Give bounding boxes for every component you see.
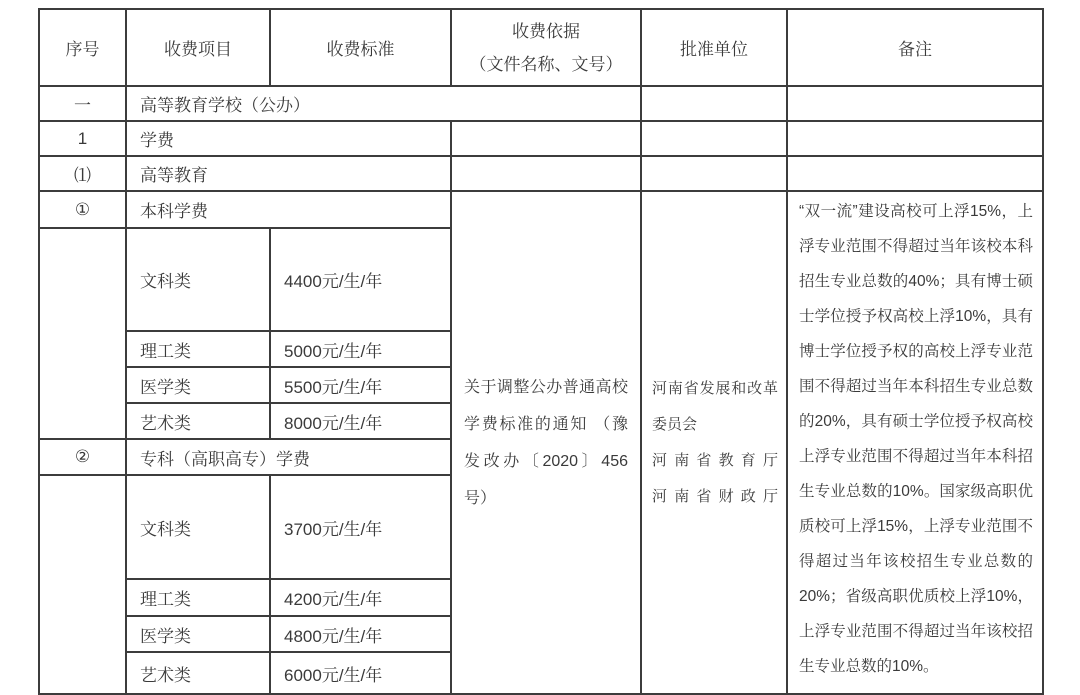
fee-table bbox=[38, 8, 1044, 695]
empty-approver-cell bbox=[641, 121, 787, 156]
category-label: 艺术类 bbox=[126, 652, 270, 694]
section-label: 高等教育学校（公办） bbox=[126, 86, 641, 121]
standard-value: 5000元/生/年 bbox=[270, 331, 451, 367]
approver-line: 河南省财政厅 bbox=[652, 487, 778, 505]
remarks-text: “双一流”建设高校可上浮15%，上浮专业范围不得超过当年该校本科招生专业总数的40%；具有博士硕士学位授予权高校上浮10%，具有博士学位授予权的高校上浮专业范围不得超过当年本科招生专业总数的20%，具有硕士学位授予权高校上浮专业范围不得超过当年本科招生专业总数的10%。国家级高职优质校可上浮15%，上浮专业范围不得超过当年该校招生专业总数的20%；省级高职优质校上浮10%，上浮专业范围不得超过当年该校招生专业总数的10%。 bbox=[787, 191, 1043, 694]
table-header-row bbox=[39, 9, 1043, 86]
category-label: 医学类 bbox=[126, 367, 270, 403]
standard-value: 5500元/生/年 bbox=[270, 367, 451, 403]
higher-ed-label: 高等教育 bbox=[126, 156, 451, 191]
undergrad-row bbox=[39, 191, 1043, 228]
empty-remarks-cell bbox=[787, 156, 1043, 191]
approver-unit bbox=[641, 191, 787, 694]
fee-serial: 1 bbox=[39, 121, 126, 156]
col-header-serial: 序号 bbox=[39, 9, 126, 86]
category-label: 文科类 bbox=[126, 228, 270, 331]
category-label: 医学类 bbox=[126, 616, 270, 652]
college-label: 专科（高职高专）学费 bbox=[126, 439, 451, 475]
col-header-basis-line1: 收费依据 bbox=[512, 21, 580, 41]
fee-label: 学费 bbox=[126, 121, 451, 156]
undergrad-label: 本科学费 bbox=[126, 191, 451, 228]
empty-approver-cell bbox=[641, 156, 787, 191]
section-serial: 一 bbox=[39, 86, 126, 121]
col-header-remarks: 备注 bbox=[787, 9, 1043, 86]
standard-value: 6000元/生/年 bbox=[270, 652, 451, 694]
category-label: 理工类 bbox=[126, 331, 270, 367]
standard-value: 4800元/生/年 bbox=[270, 616, 451, 652]
standard-value: 4200元/生/年 bbox=[270, 579, 451, 616]
col-header-basis bbox=[451, 9, 641, 86]
col-header-approver: 批准单位 bbox=[641, 9, 787, 86]
approver-line: 河南省教育厅 bbox=[652, 451, 778, 469]
empty-approver-cell bbox=[641, 86, 787, 121]
standard-value: 4400元/生/年 bbox=[270, 228, 451, 331]
standard-value: 3700元/生/年 bbox=[270, 475, 451, 579]
empty-basis-cell bbox=[451, 156, 641, 191]
fee-row bbox=[39, 121, 1043, 156]
category-label: 理工类 bbox=[126, 579, 270, 616]
empty-remarks-cell bbox=[787, 121, 1043, 156]
empty-remarks-cell bbox=[787, 86, 1043, 121]
empty-basis-cell bbox=[451, 121, 641, 156]
category-label: 文科类 bbox=[126, 475, 270, 579]
approver-line: 河南省发展和改革委员会 bbox=[652, 379, 778, 433]
standard-value: 8000元/生/年 bbox=[270, 403, 451, 439]
higher-ed-row bbox=[39, 156, 1043, 191]
empty-serial-cell bbox=[39, 228, 126, 439]
category-label: 艺术类 bbox=[126, 403, 270, 439]
empty-serial-cell bbox=[39, 475, 126, 694]
section-row bbox=[39, 86, 1043, 121]
col-header-item: 收费项目 bbox=[126, 9, 270, 86]
col-header-basis-line2: （文件名称、文号） bbox=[469, 54, 623, 74]
higher-ed-serial: ⑴ bbox=[39, 156, 126, 191]
fee-basis-text: 关于调整公办普通高校学费标准的通知 （豫发改办〔2020〕456号） bbox=[451, 191, 641, 694]
undergrad-serial: ① bbox=[39, 191, 126, 228]
col-header-standard: 收费标准 bbox=[270, 9, 451, 86]
college-serial: ② bbox=[39, 439, 126, 475]
